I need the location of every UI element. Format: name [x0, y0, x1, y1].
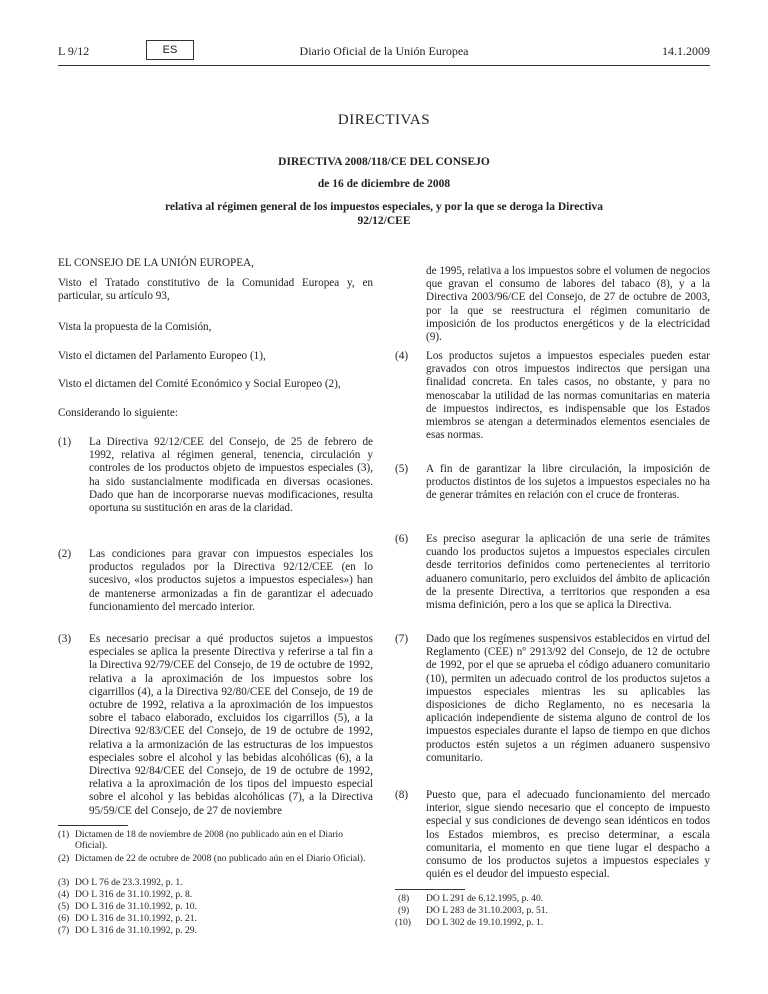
recital-number: (1) [58, 436, 72, 448]
footnote-text: DO L 302 de 19.10.1992, p. 1. [426, 917, 544, 928]
header-rule [58, 65, 710, 66]
footnote-number: (2) [58, 853, 70, 864]
recital-text: A fin de garantizar la libre circulación, la imposición de productos distintos de los sujetos a impuestos especiales no ha de generar trámites en relación con el cruce de fronteras. [426, 463, 710, 502]
preamble-treaty: Visto el Tratado constitutivo de la Comunidad Europea y, en particular, su artículo 93, [58, 277, 373, 303]
directive-subject-cont: 92/12/CEE [357, 215, 411, 227]
footnote-number: (6) [58, 913, 70, 924]
recital-text: Los productos sujetos a impuestos especiales pueden estar gravados con otros impuestos indirectos que persigan una finalidad concreta. En tales casos, no obstante, y para no menoscabar la utilidad de las normas comunitarias en materia de impuestos indirectos, es indispensable que los Estados miembros se atengan a determinados elementos esenciales de esas normas. [426, 350, 710, 442]
language-badge: ES [146, 40, 194, 60]
recital-text: Es necesario precisar a qué productos sujetos a impuestos especiales se aplica la presente Directiva y referirse a tal fin a la Directiva 92/79/CEE del Consejo, de 19 de octubre de 1992, relativa a la aproximación de los impuestos sobre los cigarrillos (4), a la Directiva 92/80/CEE del Consejo, de 19 de octubre de 1992, relativa a la aproximación de los impuestos sobre el tabaco elaborado, excluidos los cigarrillos (5), a la Directiva 92/83/CEE del Consejo, de 19 de octubre de 1992, relativa a la armonización de las estructuras de los impuestos especiales sobre el alcohol y las bebidas alcohólicas (6), a la Directiva 92/84/CEE del Consejo, de 19 de octubre de 1992, relativa a la aproximación de los tipos del impuesto especial sobre el alcohol y las bebidas alcohólicas (7), a la Directiva 95/59/CE del Consejo, de 27 de noviembre [89, 633, 373, 817]
footnote-text: DO L 316 de 31.10.1992, p. 10. [75, 901, 197, 912]
footnote-text: DO L 291 de 6.12.1995, p. 40. [426, 893, 544, 904]
section-title: DIRECTIVAS [337, 112, 431, 128]
footnote-rule [395, 889, 465, 890]
directive-title: DIRECTIVA 2008/118/CE DEL CONSEJO [278, 156, 490, 168]
recital-number: (5) [395, 463, 409, 475]
recital-number: (2) [58, 548, 72, 560]
footnote-text: DO L 76 de 23.3.1992, p. 1. [75, 877, 183, 888]
recital-number: (6) [395, 533, 409, 545]
footnote-number: (8) [398, 893, 410, 904]
journal-title: Diario Oficial de la Unión Europea [299, 44, 469, 58]
recital-continuation: de 1995, relativa a los impuestos sobre el volumen de negocios que gravan el consumo de labores del tabaco (8), y a la Directiva 2003/96/CE del Consejo, de 27 de octubre de 2003, por la que se reestructura el régimen comunitario de imposición de los productos energéticos y de la electricidad (9). [426, 265, 710, 344]
recital-text: Dado que los regímenes suspensivos establecidos en virtud del Reglamento (CEE) nº 2913/92 del Consejo, de 12 de octubre de 1992, por el que se aprueba el código aduanero comunitario (10), permiten un adecuado control de los productos sujetos a impuestos especiales mientras les su aplicables las disposiciones de dicho Reglamento, no es necesaria la aplicación independiente de sistema alguno de control de los impuestos especiales durante el lapso de tiempo en que dichos productos estén sujetos a un régimen aduanero suspensivo comunitario. [426, 633, 710, 764]
preamble-proposal: Vista la propuesta de la Comisión, [58, 321, 212, 333]
preamble-parliament: Visto el dictamen del Parlamento Europeo (1), [58, 350, 266, 362]
recital-text: Es preciso asegurar la aplicación de una serie de trámites cuando los productos sujetos a impuestos especiales circulen desde territorios definidos como pertenecientes al territorio aduanero comunitario, pero excluidos del ámbito de aplicación de la presente Directiva, a territorios que responden a esa misma definición, pero a los que se aplica la Directiva. [426, 533, 710, 612]
footnote-number: (10) [395, 917, 411, 928]
preamble-committee: Visto el dictamen del Comité Económico y Social Europeo (2), [58, 378, 341, 390]
directive-subject: relativa al régimen general de los impuestos especiales, y por la que se deroga la Directiva [164, 201, 603, 213]
footnote-number: (1) [58, 829, 70, 840]
footnote-text: Dictamen de 22 de octubre de 2008 (no publicado aún en el Diario Oficial). [75, 853, 366, 864]
footnote-text: DO L 316 de 31.10.1992, p. 8. [75, 889, 193, 900]
directive-date: de 16 de diciembre de 2008 [317, 178, 451, 190]
recital-text: La Directiva 92/12/CEE del Consejo, de 25 de febrero de 1992, relativa al régimen general, tenencia, circulación y controles de los productos objeto de impuestos especiales (3), ha sido sustancialmente modificada en diversas ocasiones. Dado que han de incorporarse nuevas modificaciones, resulta oportuna su sustitución en aras de la claridad. [89, 436, 373, 515]
footnote-number: (9) [398, 905, 410, 916]
recital-number: (8) [395, 789, 409, 801]
preamble-whereas: Considerando lo siguiente: [58, 407, 178, 419]
footnote-number: (7) [58, 925, 70, 936]
footnote-text: DO L 316 de 31.10.1992, p. 21. [75, 913, 197, 924]
recital-text: Las condiciones para gravar con impuestos especiales los productos regulados por la Directiva 92/12/CEE (en lo sucesivo, «los productos sujetos a impuestos especiales») han de mantenerse armonizadas a fin de garantizar el adecuado funcionamiento del mercado interior. [89, 548, 373, 613]
preamble-council: EL CONSEJO DE LA UNIÓN EUROPEA, [58, 257, 254, 269]
footnote-number: (3) [58, 877, 70, 888]
footnote-number: (5) [58, 901, 70, 912]
footnote-text: Dictamen de 18 de noviembre de 2008 (no publicado aún en el Diario Oficial). [75, 829, 344, 852]
footnote-text: DO L 283 de 31.10.2003, p. 51. [426, 905, 548, 916]
footnote-rule [58, 825, 128, 826]
recital-number: (3) [58, 633, 72, 645]
recital-number: (7) [395, 633, 409, 645]
recital-text: Puesto que, para el adecuado funcionamiento del mercado interior, sigue siendo necesario que el concepto de impuesto especial y sus condiciones de devengo sean idénticos en todos los Estados miembros, es preciso determinar, a escala comunitaria, el momento en que tiene lugar el despacho a consumo de los productos sujetos a impuestos especiales y quién es el deudor del impuesto especial. [426, 789, 710, 881]
recital-number: (4) [395, 350, 409, 362]
page-reference: L 9/12 [58, 44, 90, 58]
footnote-text: DO L 316 de 31.10.1992, p. 29. [75, 925, 197, 936]
publication-date: 14.1.2009 [662, 44, 710, 58]
footnote-number: (4) [58, 889, 70, 900]
